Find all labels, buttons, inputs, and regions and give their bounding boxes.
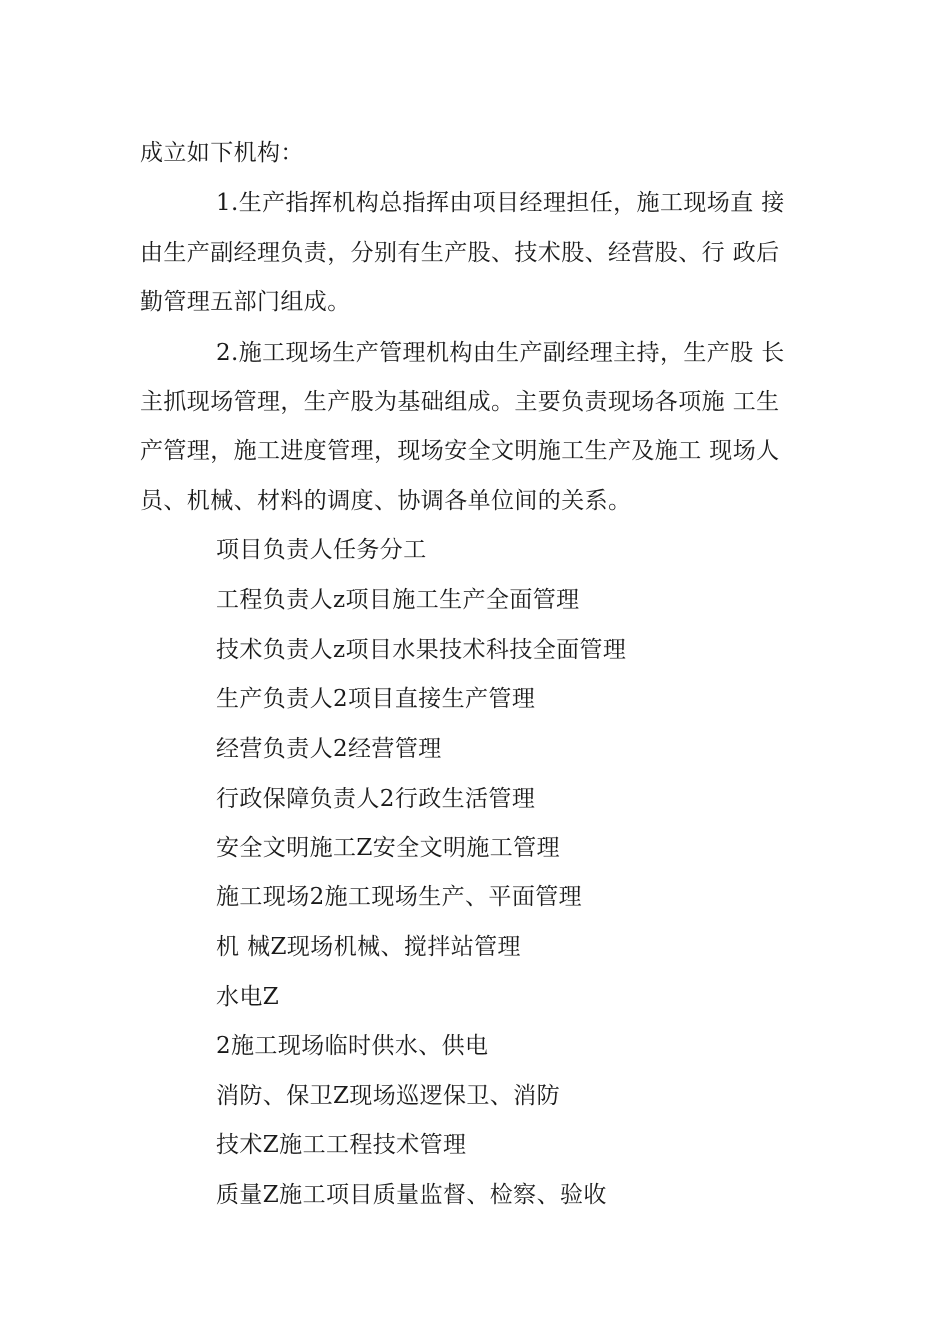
list-item: 机 械Z现场机械、搅拌站管理 (216, 934, 521, 960)
list-item: 水电Z (216, 984, 280, 1010)
paragraph-2-line-4: 员、机械、材料的调度、协调各单位间的关系。 (140, 488, 632, 514)
list-item: 生产负责人2项目直接生产管理 (216, 686, 536, 712)
section-heading: 项目负责人任务分工 (216, 537, 427, 563)
list-item: 技术负责人z项目水果技术科技全面管理 (216, 637, 627, 663)
list-item: 经营负责人2经营管理 (216, 736, 442, 762)
paragraph-1-line-3: 勤管理五部门组成。 (140, 289, 351, 315)
intro-line: 成立如下机构： (140, 140, 304, 166)
list-item: 消防、保卫Z现场巡逻保卫、消防 (216, 1083, 560, 1109)
paragraph-2-line-1: 2.施工现场生产管理机构由生产副经理主持，生产股 长 (216, 340, 785, 366)
list-item: 施工现场2施工现场生产、平面管理 (216, 884, 583, 910)
list-item: 工程负责人z项目施工生产全面管理 (216, 587, 580, 613)
list-item: 行政保障负责人2行政生活管理 (216, 786, 536, 812)
paragraph-2-line-2: 主抓现场管理，生产股为基础组成。主要负责现场各项施 工生 (140, 389, 780, 415)
list-item: 2施工现场临时供水、供电 (216, 1033, 489, 1059)
list-item: 安全文明施工Z安全文明施工管理 (216, 835, 560, 861)
paragraph-1-line-2: 由生产副经理负责，分别有生产股、技术股、经营股、行 政后 (140, 240, 780, 266)
list-item: 技术Z施工工程技术管理 (216, 1132, 467, 1158)
paragraph-2-line-3: 产管理，施工进度管理，现场安全文明施工生产及施工 现场人 (140, 438, 780, 464)
paragraph-1-line-1: 1.生产指挥机构总指挥由项目经理担任，施工现场直 接 (216, 190, 785, 216)
list-item: 质量Z施工项目质量监督、检察、验收 (216, 1182, 607, 1208)
